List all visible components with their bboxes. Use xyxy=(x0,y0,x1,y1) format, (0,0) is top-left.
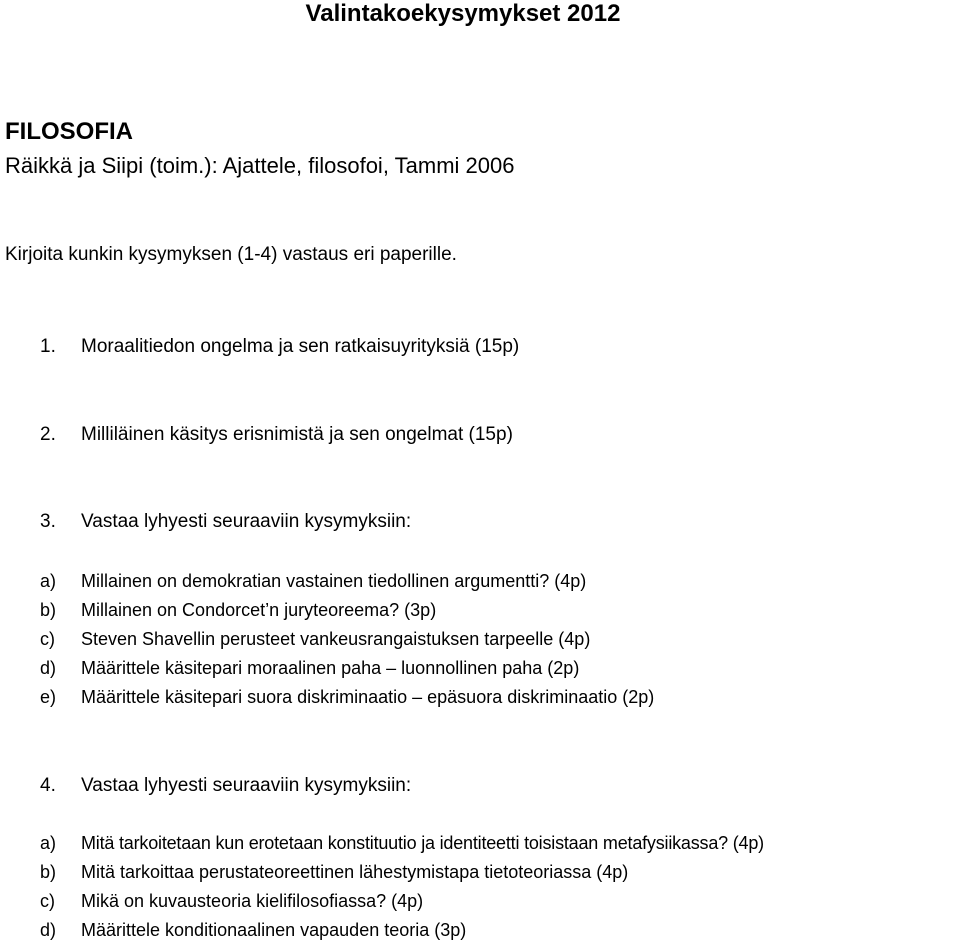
subquestion-3d xyxy=(0,658,960,682)
subquestion-text: Mitä tarkoitetaan kun erotetaan konstituutio ja identiteetti toisistaan metafysiikassa? (4p) xyxy=(81,833,764,853)
subquestion-text: Millainen on demokratian vastainen tiedollinen argumentti? (4p) xyxy=(81,571,587,591)
question-text: Vastaa lyhyesti seuraaviin kysymyksiin: xyxy=(81,775,412,796)
subquestion-label: b) xyxy=(40,600,57,620)
subquestion-text: Mikä on kuvausteoria kielifilosofiassa? (4p) xyxy=(81,891,424,911)
subquestion-text: Määrittele konditionaalinen vapauden teoria (3p) xyxy=(81,920,467,940)
question-number: 4. xyxy=(40,775,56,796)
question-number: 2. xyxy=(40,424,56,445)
subquestion-text: Mitä tarkoittaa perustateoreettinen lähestymistapa tietoteoriassa (4p) xyxy=(81,862,629,882)
question-number: 3. xyxy=(40,511,56,532)
subquestion-label: e) xyxy=(40,687,57,707)
question-text: Milliläinen käsitys erisnimistä ja sen ongelmat (15p) xyxy=(81,424,513,445)
question-3 xyxy=(0,511,960,537)
subquestion-label: a) xyxy=(40,571,57,591)
question-text: Moraalitiedon ongelma ja sen ratkaisuyrityksiä (15p) xyxy=(81,336,520,357)
question-number: 1. xyxy=(40,336,56,357)
subquestion-text: Määrittele käsitepari suora diskriminaatio – epäsuora diskriminaatio (2p) xyxy=(81,687,655,707)
subquestion-label: b) xyxy=(40,862,57,882)
question-1 xyxy=(0,336,960,362)
book-reference: Räikkä ja Siipi (toim.): Ajattele, filosofoi, Tammi 2006 xyxy=(5,153,515,178)
question-4 xyxy=(0,775,960,801)
subquestion-text: Määrittele käsitepari moraalinen paha – luonnollinen paha (2p) xyxy=(81,658,580,678)
subquestion-text: Steven Shavellin perusteet vankeusrangaistuksen tarpeelle (4p) xyxy=(81,629,591,649)
subquestion-label: d) xyxy=(40,920,57,940)
subquestion-3e xyxy=(0,687,960,711)
subquestion-4d xyxy=(0,920,960,944)
subquestion-label: d) xyxy=(40,658,57,678)
question-text: Vastaa lyhyesti seuraaviin kysymyksiin: xyxy=(81,511,412,532)
subquestion-label: a) xyxy=(40,833,57,853)
instruction-text: Kirjoita kunkin kysymyksen (1-4) vastaus eri paperille. xyxy=(5,244,457,265)
subquestion-3c xyxy=(0,629,960,653)
question-2 xyxy=(0,424,960,450)
subject-heading: FILOSOFIA xyxy=(5,118,133,145)
document-title: Valintakoekysymykset 2012 xyxy=(305,0,621,27)
subquestion-3a xyxy=(0,571,960,595)
subquestion-4b xyxy=(0,862,960,886)
subquestion-text: Millainen on Condorcet’n juryteoreema? (3p) xyxy=(81,600,437,620)
subquestion-3b xyxy=(0,600,960,624)
subquestion-4c xyxy=(0,891,960,915)
subquestion-4a xyxy=(0,833,960,857)
subquestion-label: c) xyxy=(40,891,55,911)
subquestion-label: c) xyxy=(40,629,55,649)
